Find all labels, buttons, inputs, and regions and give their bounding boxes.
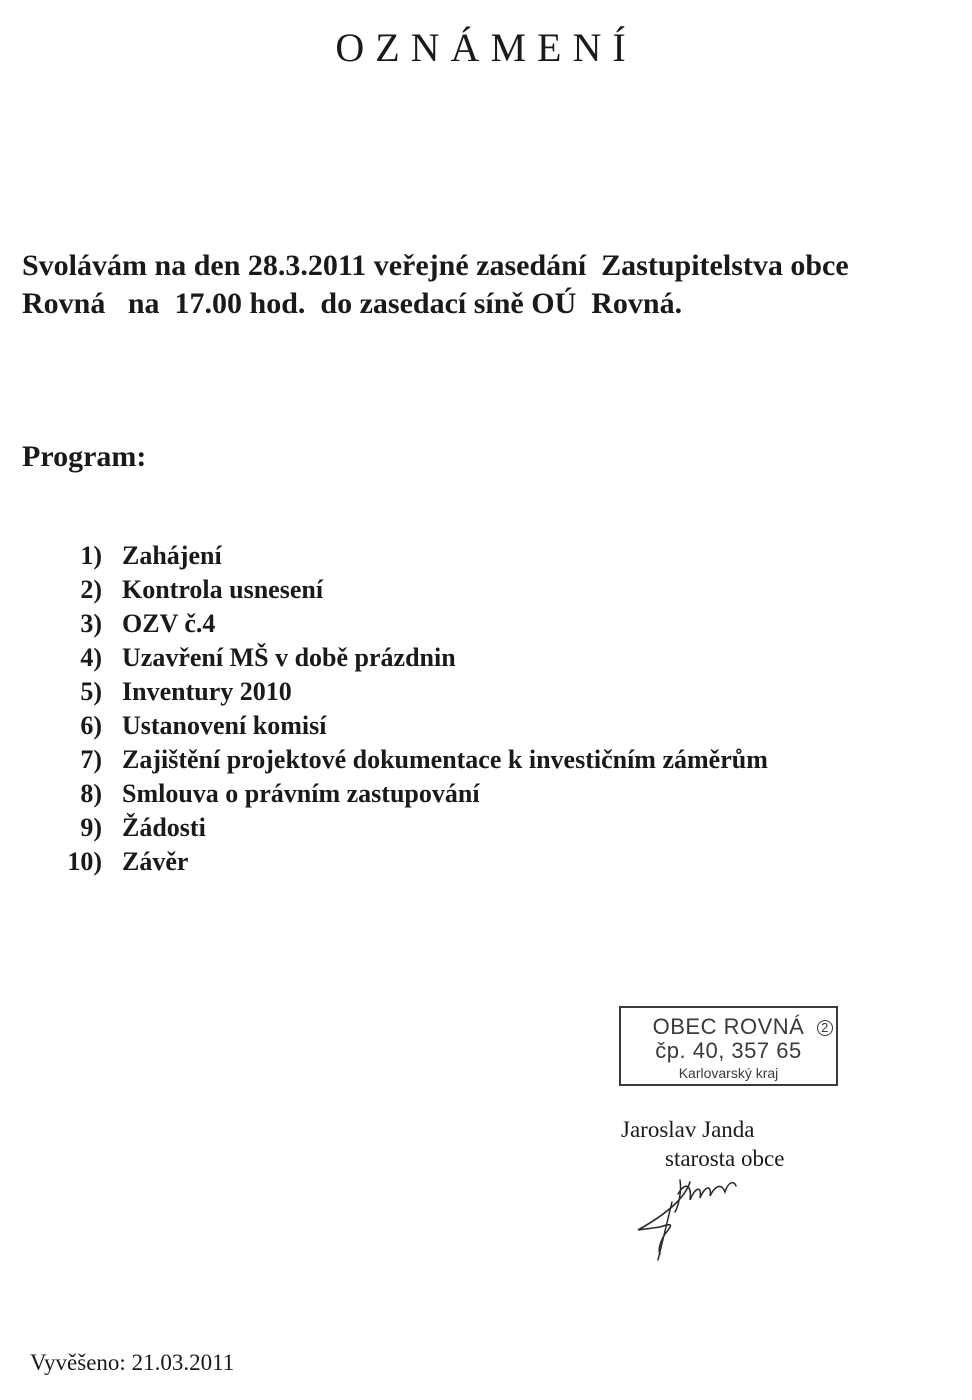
handwritten-signature <box>630 1172 750 1262</box>
agenda-item-number: 3) <box>80 609 102 638</box>
stamp-line-3: Karlovarský kraj <box>678 1065 779 1081</box>
agenda-item <box>52 845 768 879</box>
agenda-item-text: Inventury 2010 <box>122 677 292 706</box>
intro-paragraph <box>22 247 967 323</box>
agenda-item-number: 10) <box>67 847 102 876</box>
agenda-item <box>52 607 768 641</box>
intro-line-2: Rovná na 17.00 hod. do zasedací síně OÚ Rovná. <box>22 287 683 320</box>
agenda-item <box>52 743 768 777</box>
agenda-item-text: Uzavření MŠ v době prázdnin <box>122 643 456 672</box>
agenda-item-number: 8) <box>80 779 102 808</box>
agenda-item <box>52 709 768 743</box>
agenda-item-text: Žádosti <box>122 813 206 842</box>
agenda-item <box>52 675 768 709</box>
stamp-line-1 <box>621 1014 836 1040</box>
agenda-item <box>52 777 768 811</box>
agenda-item-number: 4) <box>80 643 102 672</box>
agenda-item <box>52 539 768 573</box>
agenda-item-text: Závěr <box>122 847 189 876</box>
agenda-item-number: 9) <box>80 813 102 842</box>
agenda-item <box>52 641 768 675</box>
agenda-item <box>52 811 768 845</box>
stamp-circled-mark: 2 <box>817 1020 833 1036</box>
stamp-name: OBEC ROVNÁ <box>652 1014 805 1039</box>
agenda-item-text: Kontrola usnesení <box>122 575 324 604</box>
agenda-item-text: Zajištění projektové dokumentace k investičním záměrům <box>122 745 768 774</box>
signer-name: Jaroslav Janda <box>621 1117 755 1142</box>
agenda-item <box>52 573 768 607</box>
agenda-item-number: 1) <box>80 541 102 570</box>
agenda-item-number: 5) <box>80 677 102 706</box>
stamp-line-2: čp. 40, 357 65 <box>655 1038 802 1063</box>
agenda-item-number: 2) <box>80 575 102 604</box>
official-stamp <box>619 1006 838 1086</box>
agenda-item-text: Smlouva o právním zastupování <box>122 779 480 808</box>
program-label: Program: <box>22 440 147 473</box>
agenda-list <box>52 539 768 879</box>
signer-role: starosta obce <box>665 1146 785 1171</box>
agenda-item-text: Zahájení <box>122 541 222 570</box>
document-title: OZNÁMENÍ <box>335 25 637 70</box>
agenda-item-text: Ustanovení komisí <box>122 711 327 740</box>
agenda-item-number: 7) <box>80 745 102 774</box>
agenda-item-number: 6) <box>80 711 102 740</box>
intro-line-1: Svolávám na den 28.3.2011 veřejné zasedání Zastupitelstva obce <box>22 249 849 282</box>
posted-date: Vyvěšeno: 21.03.2011 <box>30 1350 235 1375</box>
agenda-item-text: OZV č.4 <box>122 609 216 638</box>
